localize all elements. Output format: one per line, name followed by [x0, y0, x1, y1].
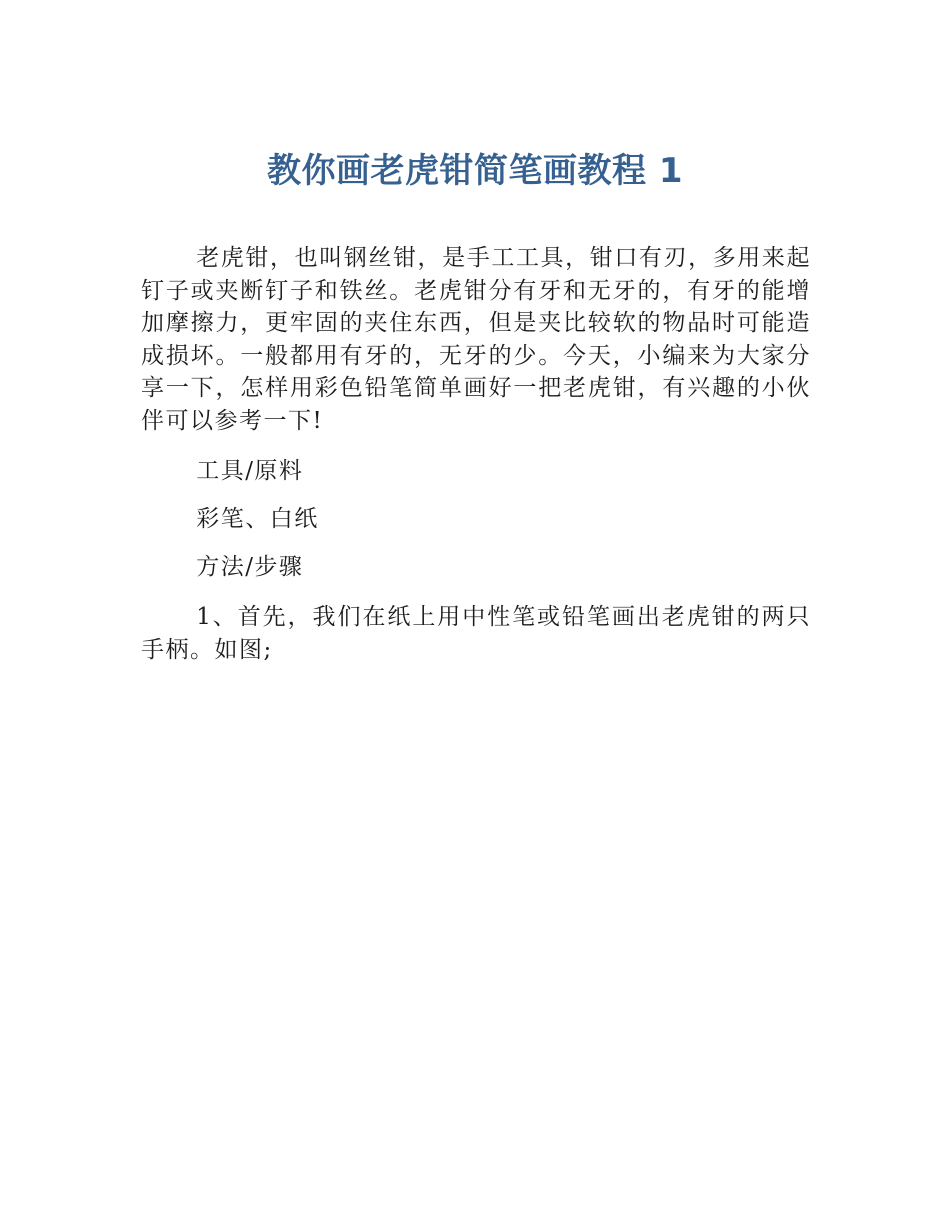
tools-heading: 工具/原料 [196, 458, 304, 484]
intro-paragraph: 老虎钳，也叫钢丝钳，是手工工具，钳口有刃，多用来起钉子或夹断钉子和铁丝。老虎钳分有牙和无牙的，有牙的能增加摩擦力，更牢固的夹住东西，但是夹比较软的物品时可能造成损坏。一般都用有牙的，无牙的少。今天，小编来为大家分享一下，怎样用彩色铅笔简单画好一把老虎钳，有兴趣的小伙伴可以参考一下! [141, 245, 811, 434]
method-heading: 方法/步骤 [196, 554, 304, 580]
document-title: 教你画老虎钳简笔画教程 1 [267, 151, 683, 191]
tools-list: 彩笔、白纸 [196, 506, 319, 532]
step-1-paragraph: 1、首先，我们在纸上用中性笔或铅笔画出老虎钳的两只手柄。如图; [141, 604, 811, 663]
